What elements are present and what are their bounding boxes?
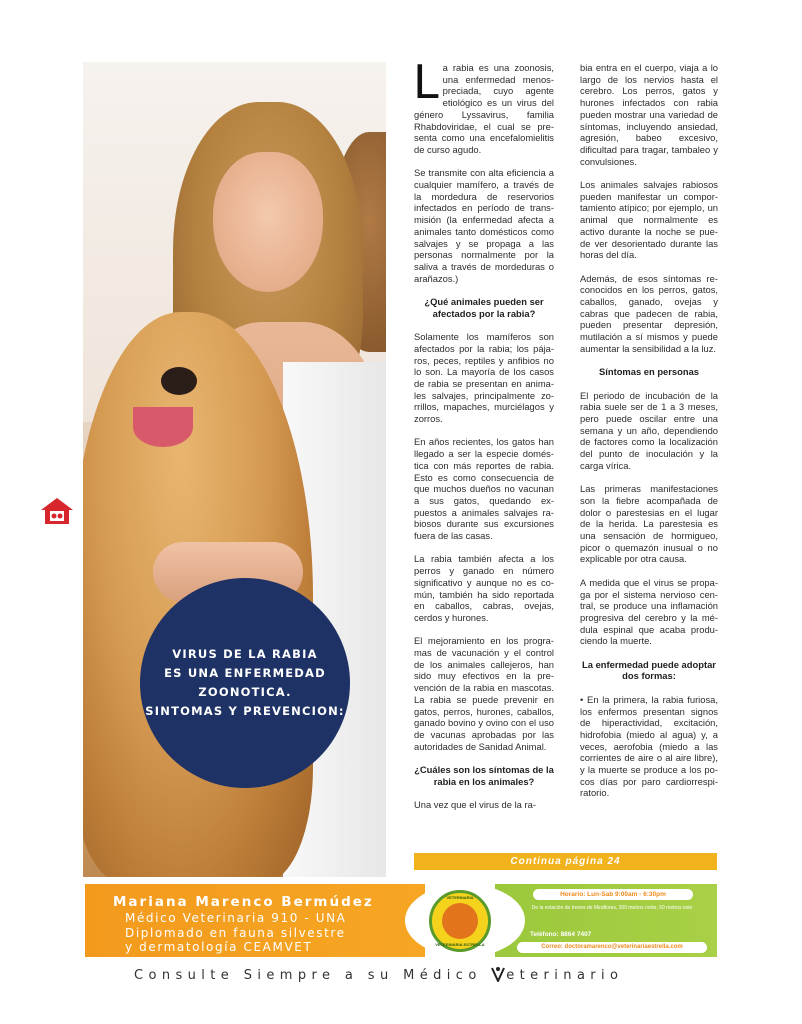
title-line-1: VIRUS DE LA RABIA [172, 647, 318, 661]
drop-cap: L [413, 55, 439, 109]
vet-name: Mariana Marenco Bermúdez [113, 894, 374, 910]
clinic-address: De la estación de trenes de Miraflores, 300 metros norte, 50 metros este [531, 905, 693, 911]
paragraph: Las primeras manifestaciones son la fiebre acompañada de dolor o parestesias en el lugar de la herida. La parestesia es una sensación de hormigueo, picor o quemazón inusual o no explicable por otra causa. [580, 483, 718, 565]
subheading: ¿Qué animales pueden ser afectados por la rabia? [424, 296, 544, 319]
clinic-email: Correo: doctoramarenco@veterinariaestrella.com [517, 942, 707, 953]
paragraph: Solamente los mamíferos son afectados por la rabia; los pájaros, peces, reptiles y anfibios no lo son. La mayoría de los casos de rabia se presentan en animales salvajes, principalmente zorrillos, mapaches, murciélagos y zorros. [414, 331, 554, 425]
vet-credential-1: Médico Veterinaria 910 - UNA [125, 911, 347, 925]
paragraph: Una vez que el virus de la ra- [414, 799, 536, 811]
subheading: Síntomas en personas [598, 366, 700, 378]
emblem-dog-icon [442, 903, 478, 939]
vet-credential-3: y dermatología CEAMVET [125, 940, 313, 954]
woman-face [213, 152, 323, 292]
vet-v-logo-icon [491, 966, 505, 982]
title-line-3: ZOONOTICA. [198, 685, 292, 699]
paragraph: La rabia es una zoonosis, una enfermedad menospreciada, cuyo agente etiológico es un virus del género Lyssavirus, familia Rhabdoviridae, el cual se presenta como una encefalomielitis de curso agudo. [413, 55, 554, 155]
paragraph: Además, de esos síntomas reconocidos en los perros, gatos, caballos, ganado, ovejas y cabras que padecen de rabia, pueden presentar depresión, mutilación a sí mismos y puede aumentar la sensibilidad a la luz. [580, 272, 718, 354]
paragraph: El mejoramiento en los programas de vacunación y el control de los animales callejeros, han sido muy efectivos en la prevención de la rabia en mascotas. La rabia se puede prevenir en gatos, perros, hurones, caballos, ganado bovino y ovino con el uso de vacunas aprobadas por las autoridades de Sanidad Animal. [414, 635, 554, 752]
paragraph: A medida que el virus se propaga por el sistema nervioso central, se produce una inflamación progresiva del cerebro y la médula espinal que acaba produciendo la muerte. [580, 576, 718, 647]
clinic-emblem-icon [429, 890, 491, 952]
vet-credential-2: Diplomado en fauna silvestre [125, 926, 346, 940]
title-circle [140, 578, 350, 788]
emblem-top-text: VETERINARIA [446, 895, 474, 900]
continua-bar: Continua página 24 [414, 853, 717, 870]
clinic-phone: Teléfono: 8864 7407 [530, 931, 592, 938]
vet-ad-banner [85, 884, 717, 957]
dog-tongue [133, 407, 193, 447]
footer-tagline [134, 966, 623, 983]
paragraph: La rabia también afecta a los perros y ganado en número significativo y aunque no es común, también ha sido reportada en caballos, cabras, ovejas, cerdos y hurones. [414, 553, 554, 623]
paragraph: En años recientes, los gatos han llegado a ser la especie doméstica con más reportes de rabia. Esto es como consecuencia de que muchos dueños no vacunan a sus gatos, quedando expuestos a animales salvajes rabiosos durante sus excursiones fuera de las casas. [414, 436, 554, 542]
emblem-bottom-text: VETERINARIA ESTRELLA [435, 942, 485, 947]
title-line-4: SINTOMAS Y PREVENCION: [145, 704, 345, 718]
footer-text-end: eterinario [506, 968, 624, 983]
paragraph: Los animales salvajes rabiosos pueden manifestar un comportamiento atípico; por ejemplo, un animal que normalmente es activo durante la noche se puede ver desorientado durante las horas del día. [580, 179, 718, 261]
paragraph: Se transmite con alta eficiencia a cualquier mamífero, a través de la mordedura de reservorios infectados en período de transmisión (la enfermedad afecta a animales tanto domésticos como salvajes y se propaga a las personas normalmente por la saliva a través de mordeduras o arañazos.) [414, 167, 554, 284]
paragraph: El periodo de incubación de la rabia suele ser de 1 a 3 meses, pero puede oscilar entre una semana y un año, dependiendo de factores como la localización del punto de inoculación y la carga vírica. [580, 389, 718, 471]
subheading: La enfermedad puede adoptar dos formas: [582, 658, 716, 682]
hours-pill: Horario: Lun-Sab 9:00am - 6:30pm [533, 889, 693, 900]
dog-nose [161, 367, 197, 395]
article-column-2 [580, 62, 718, 811]
house-logo-icon [40, 496, 74, 526]
footer-text-start: Consulte Siempre a su Médico [134, 968, 492, 983]
title-line-2: ES UNA ENFERMEDAD [164, 666, 326, 680]
paragraph: • En la primera, la rabia furiosa, los enfermos presentan signos de hiperactividad, excitación, hidrofobia (miedo al agua) y, a veces, aerofobia (miedo a las corrientes de aire o al aire libre), y la muerte se produce a los pocos días por paro cardiorrespiratorio. [580, 693, 718, 799]
article-column-1 [413, 55, 554, 823]
paragraph: bia entra en el cuerpo, viaja a lo largo de los nervios hasta el cerebro. Los perros, gatos y hurones infectados con rabia pueden mostrar una variedad de síntomas, incluyendo ansiedad, agresión, babeo excesivo, dificultad para tragar, tambaleo y convulsiones. [580, 62, 718, 167]
subheading: ¿Cuáles son los síntomas de la rabia en los animales? [414, 764, 554, 787]
